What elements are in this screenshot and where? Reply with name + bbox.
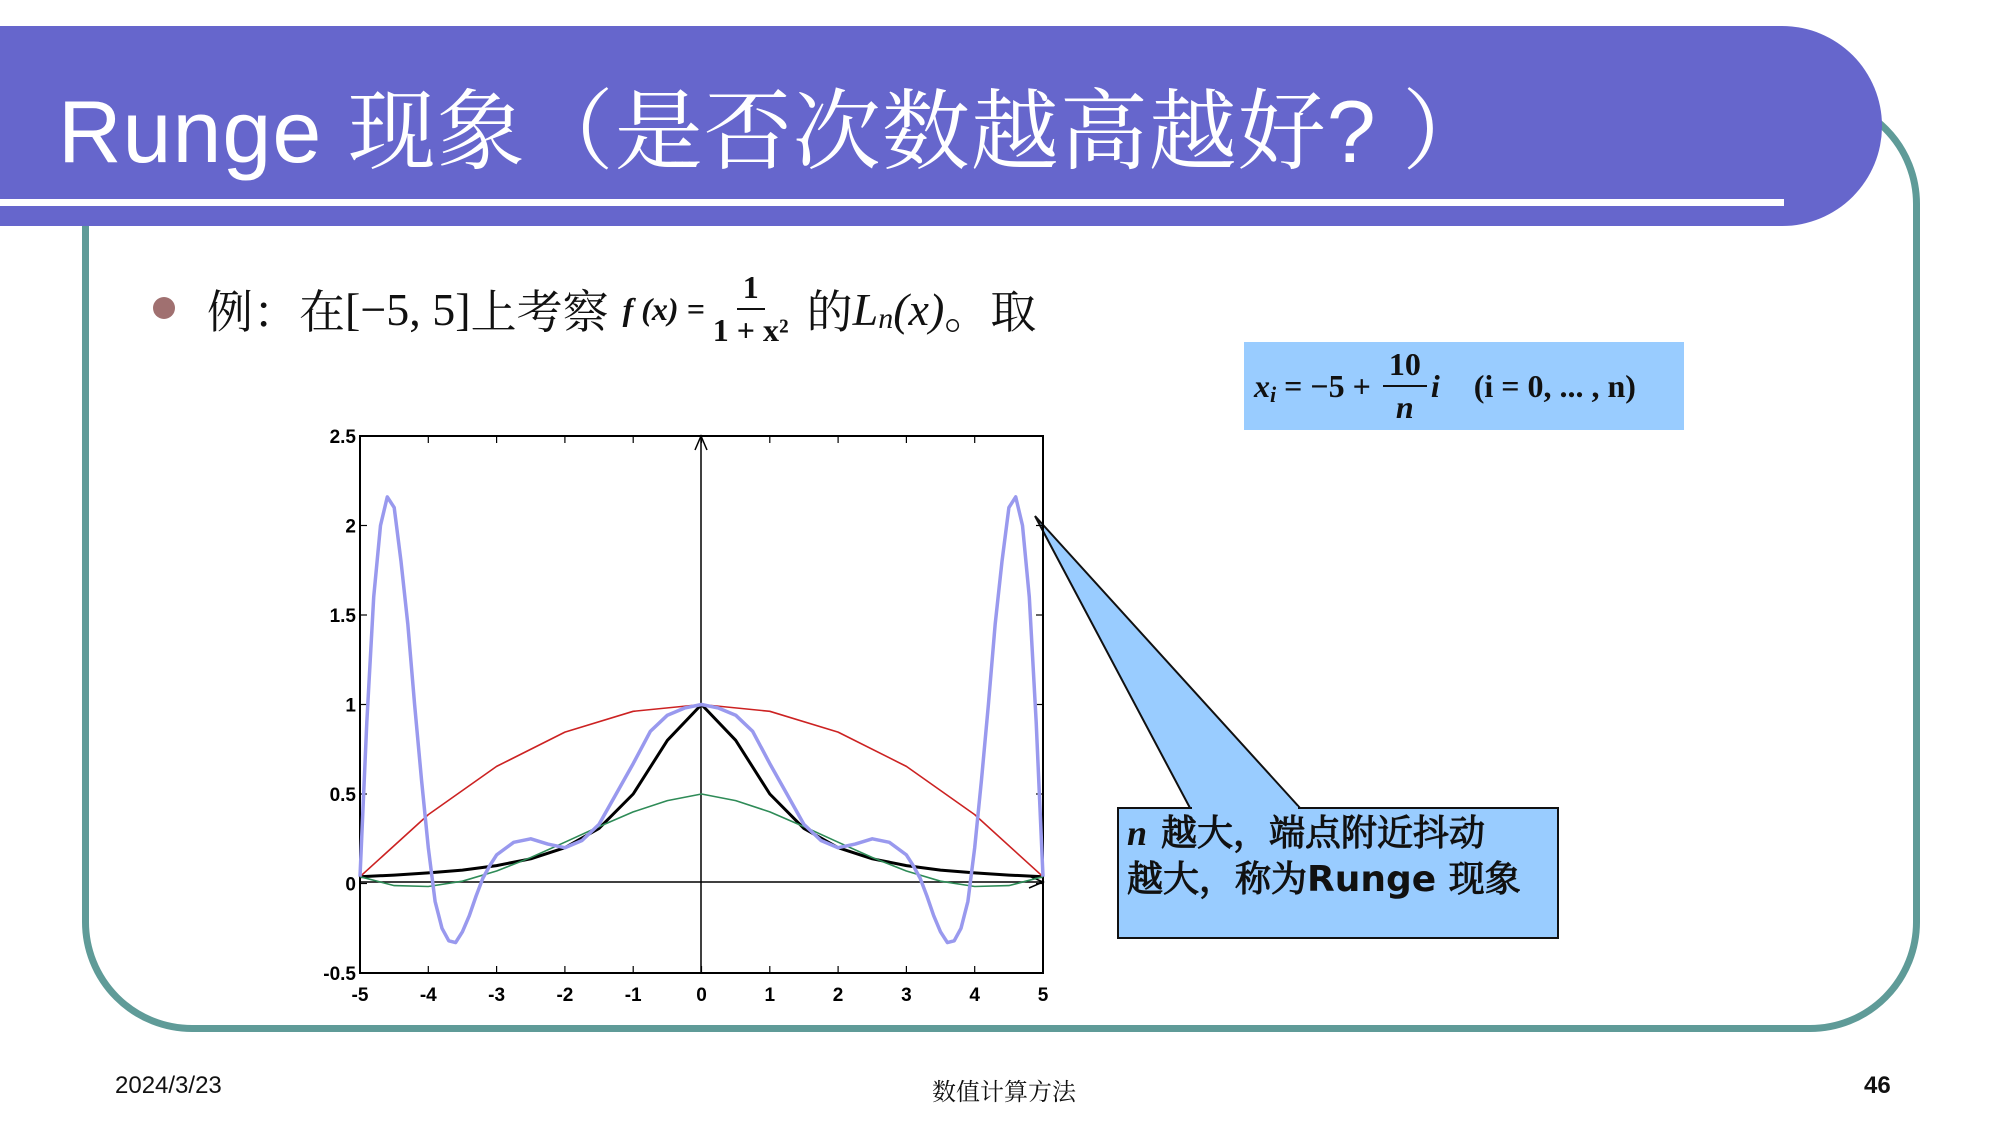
x-tick-label-2: -3 — [488, 985, 506, 1006]
x-tick-label-10: 5 — [1037, 985, 1049, 1006]
y-tick-label-1: 2 — [345, 516, 356, 538]
y-tick-label-3: 1 — [345, 695, 356, 717]
function-numerator: 1 — [737, 269, 765, 310]
nodes-sub: i — [1270, 382, 1277, 407]
x-tick-label-8: 3 — [901, 985, 912, 1006]
lagrange-argument: (x) — [893, 283, 945, 335]
interval-text: [−5, 5] — [345, 283, 471, 335]
callout-line-2: 越大，称为Runge 现象 — [1127, 859, 1521, 900]
y-tick-label-2: 1.5 — [329, 606, 356, 627]
x-tick-label-6: 1 — [764, 985, 776, 1006]
nodes-numerator: 10 — [1383, 346, 1427, 387]
example-suffix-take: 。取 — [944, 285, 1037, 339]
lagrange-subscript: n — [878, 302, 894, 335]
nodes-denominator: n — [1395, 389, 1414, 425]
nodes-fraction — [1383, 346, 1427, 426]
y-tick-labels — [323, 427, 356, 985]
slide-title: Runge 现象（是否次数越高越好? ） — [58, 82, 1492, 181]
lagrange-symbol: L — [852, 283, 879, 335]
nodes-x: x — [1254, 367, 1270, 404]
callout-line-1-text: 越大，端点附近抖动 — [1161, 813, 1486, 854]
callout-line-1 — [1127, 810, 1521, 857]
runge-chart — [300, 420, 1580, 1020]
x-tick-label-0: -5 — [351, 985, 369, 1006]
example-statement — [207, 269, 1037, 348]
function-lhs: f (x) = — [622, 290, 705, 327]
callout-pointer — [1035, 516, 1300, 808]
function-denominator: 1 + x² — [712, 312, 789, 348]
y-tick-label-0: 2.5 — [329, 427, 356, 448]
callout-n: n — [1127, 813, 1148, 853]
bullet-dot — [153, 297, 175, 319]
x-tick-label-5: 0 — [696, 985, 707, 1006]
function-fraction — [713, 269, 789, 349]
example-prefix: 例：在 — [207, 285, 345, 339]
x-tick-label-4: -1 — [624, 985, 642, 1006]
x-tick-label-7: 2 — [832, 985, 844, 1006]
x-tick-label-1: -4 — [419, 985, 437, 1006]
example-suffix-de: 的 — [806, 285, 853, 339]
example-mid: 上考察 — [470, 285, 609, 339]
footer-course-name: 数值计算方法 — [932, 1078, 1076, 1106]
x-tick-labels — [352, 985, 1049, 1006]
nodes-eq: = −5 + — [1276, 367, 1379, 404]
function-formula — [623, 269, 789, 349]
y-tick-label-6: -0.5 — [323, 964, 356, 985]
title-underline — [0, 199, 1784, 206]
footer-page-number: 46 — [1864, 1072, 1891, 1099]
callout-text — [1127, 810, 1521, 903]
y-tick-label-4: 0.5 — [329, 785, 356, 806]
x-tick-label-9: 4 — [969, 985, 980, 1006]
nodes-index: i — [1430, 367, 1440, 404]
y-tick-label-5: 0 — [345, 874, 356, 896]
nodes-formula-box — [1244, 342, 1684, 430]
footer-date: 2024/3/23 — [115, 1072, 222, 1099]
x-tick-label-3: -2 — [556, 985, 574, 1006]
nodes-range: (i = 0, ... , n) — [1473, 367, 1636, 404]
